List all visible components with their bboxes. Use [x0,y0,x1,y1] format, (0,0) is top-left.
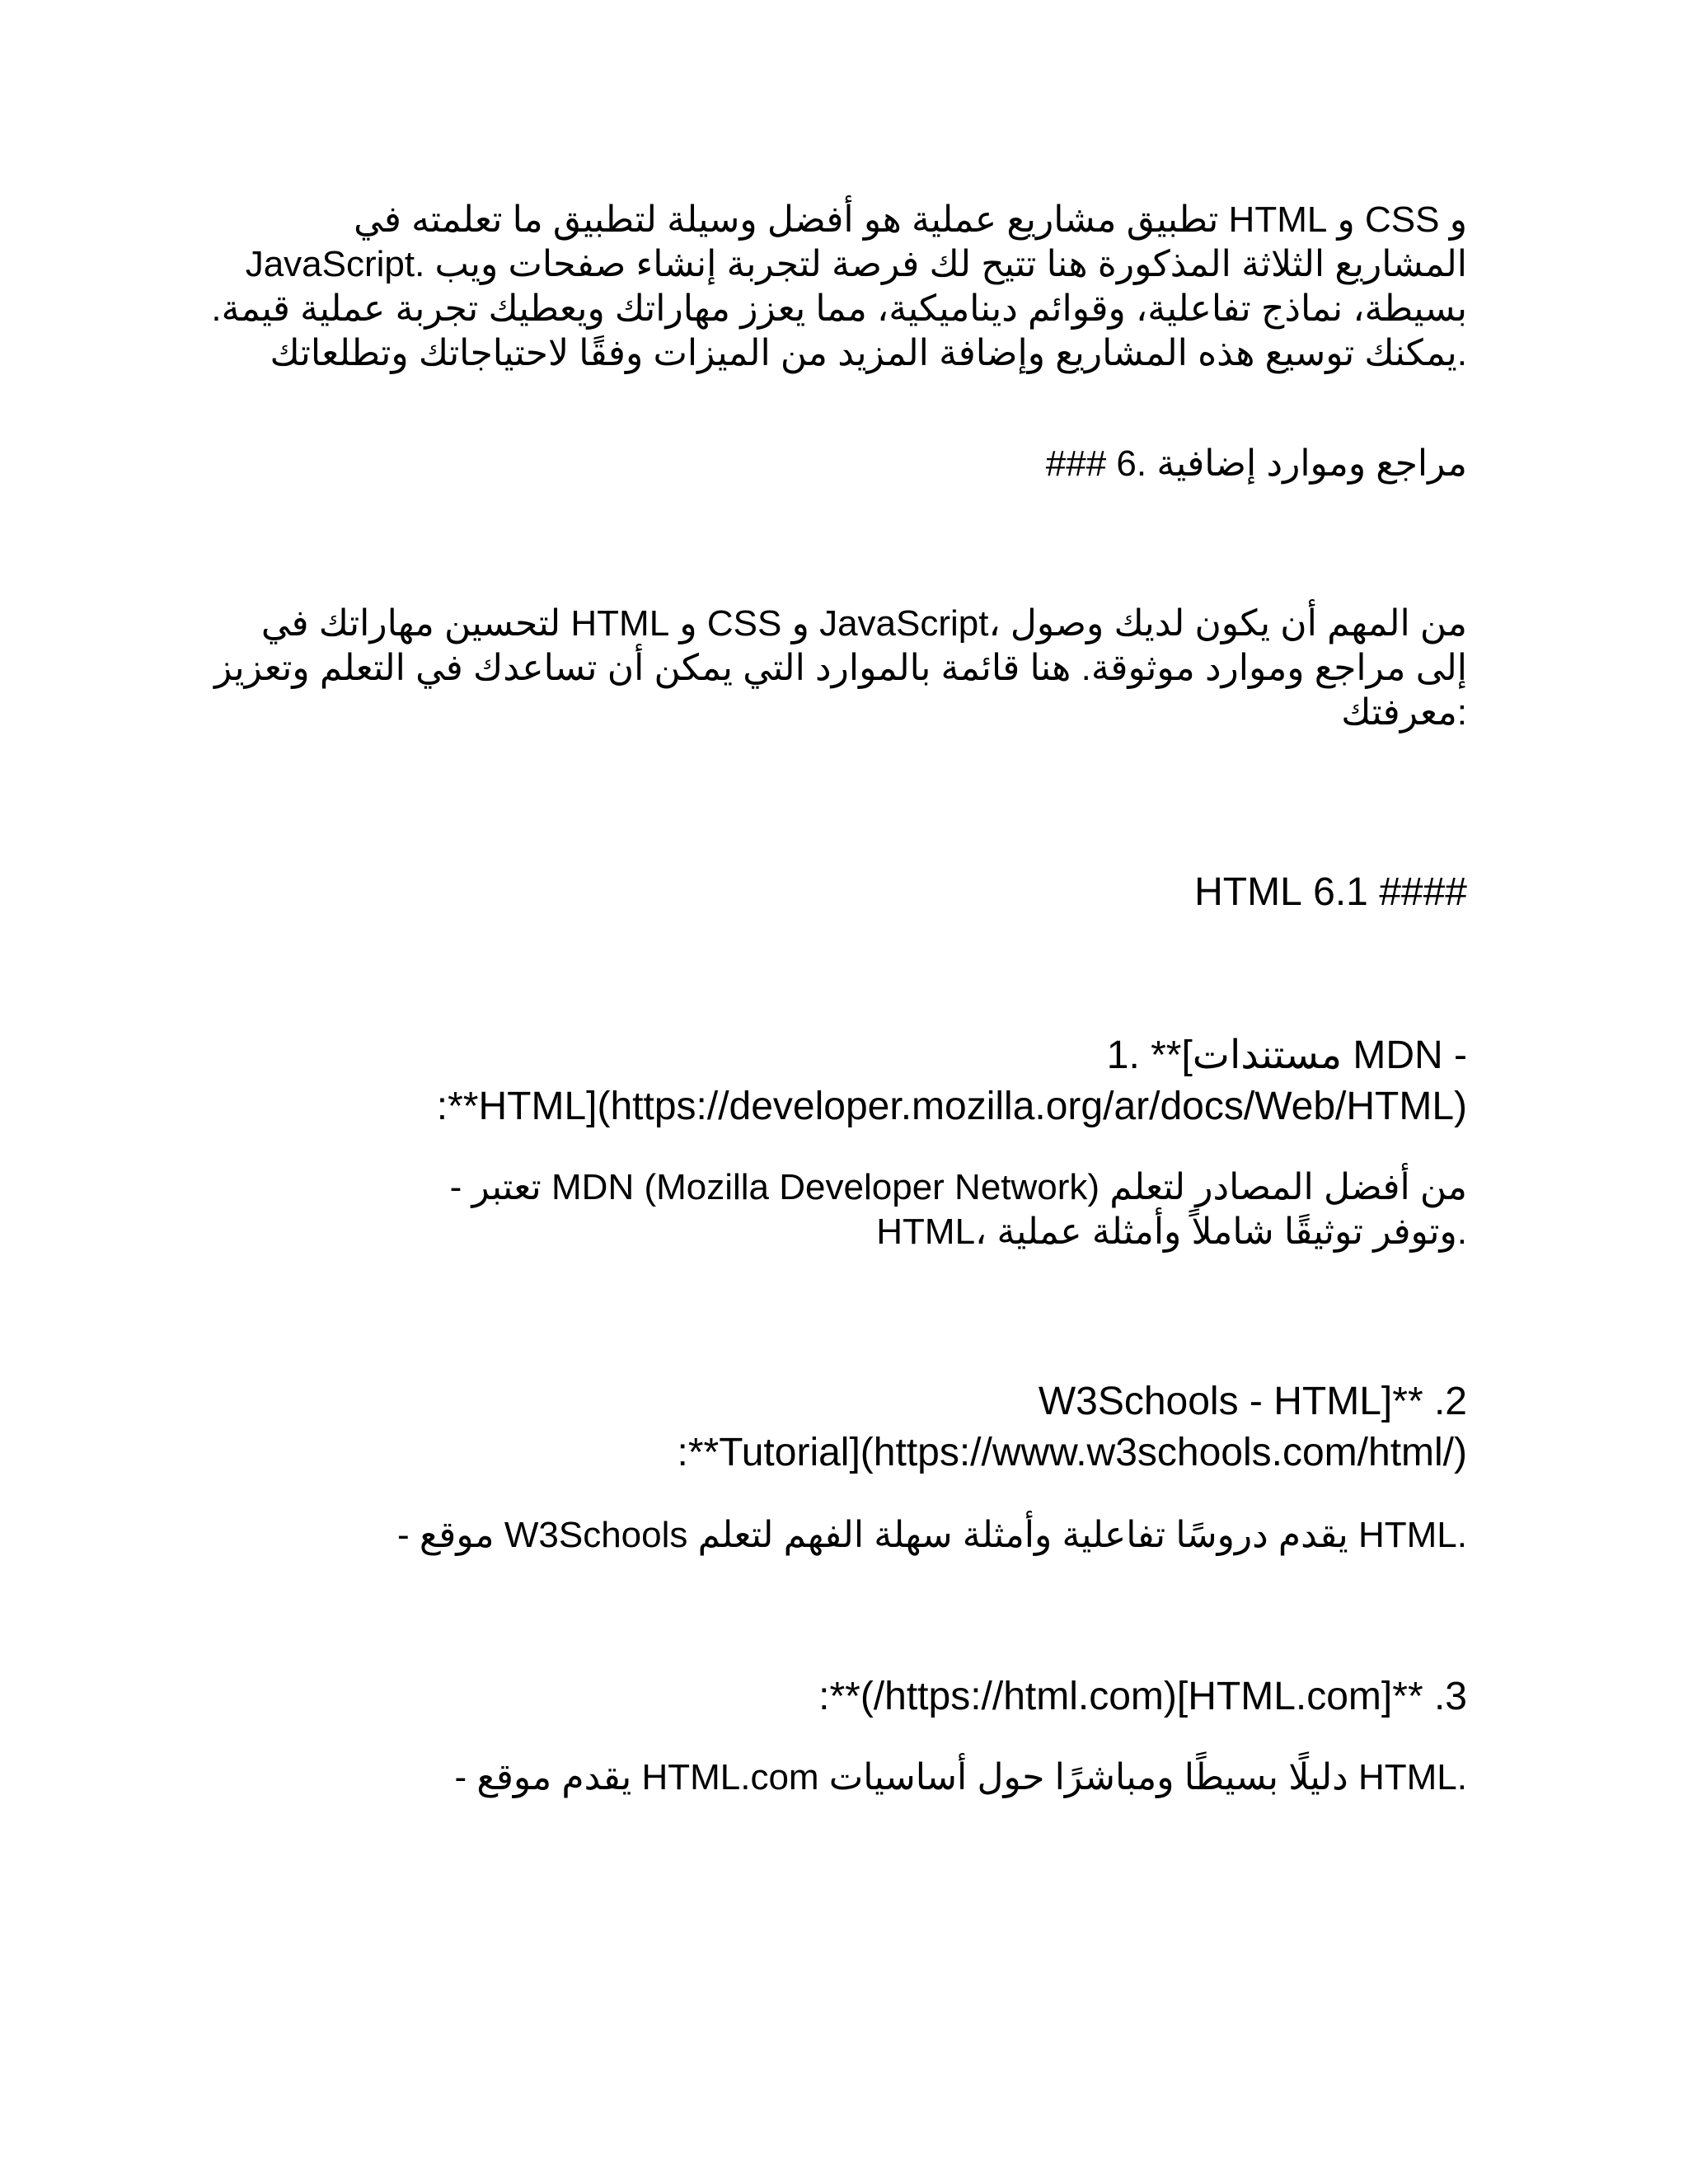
item-2-title [181,1376,1467,1479]
resources-line: من المهم أن يكون لديك وصول ،JavaScript و CSS و HTML لتحسين مهاراتك في [260,603,1467,644]
intro-line: المشاريع الثلاثة المذكورة هنا تتيح لك فرصة لتجربة إنشاء صفحات ويب .JavaScript [245,244,1467,284]
item-2-description [181,1513,1467,1558]
item-title-line: - MDN مستندات]** .1 [1106,1033,1467,1077]
subsection-heading: #### 6.1 HTML [1194,870,1467,914]
item-title-line: Tutorial](https://www.w3schools.com/html/)**: [677,1431,1467,1474]
item-1-description [181,1165,1467,1254]
item-title-line: 2. **[W3Schools - HTML [1038,1380,1467,1423]
item-3-title [181,1671,1467,1722]
resources-line: :معرفتك [1341,692,1467,733]
section-heading: مراجع وموارد إضافية .6 ### [1045,443,1467,484]
intro-line: بسيطة، نماذج تفاعلية، وقوائم ديناميكية، مما يعزز مهاراتك ويعطيك تجربة عملية قيمة. [211,288,1467,329]
resources-paragraph [181,602,1467,735]
item-title-line: 3. **[HTML.com](https://html.com/)**: [818,1675,1467,1718]
intro-line: .يمكنك توسيع هذه المشاريع وإضافة المزيد من الميزات وفقًا لاحتياجاتك وتطلعاتك [270,333,1467,373]
item-3-description [181,1755,1467,1800]
intro-paragraph [181,198,1467,376]
item-title-line: HTML](https://developer.mozilla.org/ar/docs/Web/HTML)**: [436,1085,1467,1128]
item-1-title [181,1030,1467,1132]
intro-line: و CSS و HTML تطبيق مشاريع عملية هو أفضل وسيلة لتطبيق ما تعلمته في [354,199,1467,240]
item-description-line: .HTML دليلًا بسيطًا ومباشرًا حول أساسيات HTML.com يقدم موقع - [454,1757,1467,1797]
item-description-line: .HTML يقدم دروسًا تفاعلية وأمثلة سهلة الفهم لتعلم W3Schools موقع - [396,1515,1467,1555]
resources-line: إلى مراجع وموارد موثوقة. هنا قائمة بالموارد التي يمكن أن تساعدك في التعلم وتعزيز [214,648,1467,688]
item-description-line: .وتوفر توثيقًا شاملاً وأمثلة عملية ،HTML [876,1212,1467,1252]
item-description-line: من أفضل المصادر لتعلم MDN (Mozilla Developer Network) تعتبر - [449,1167,1467,1207]
